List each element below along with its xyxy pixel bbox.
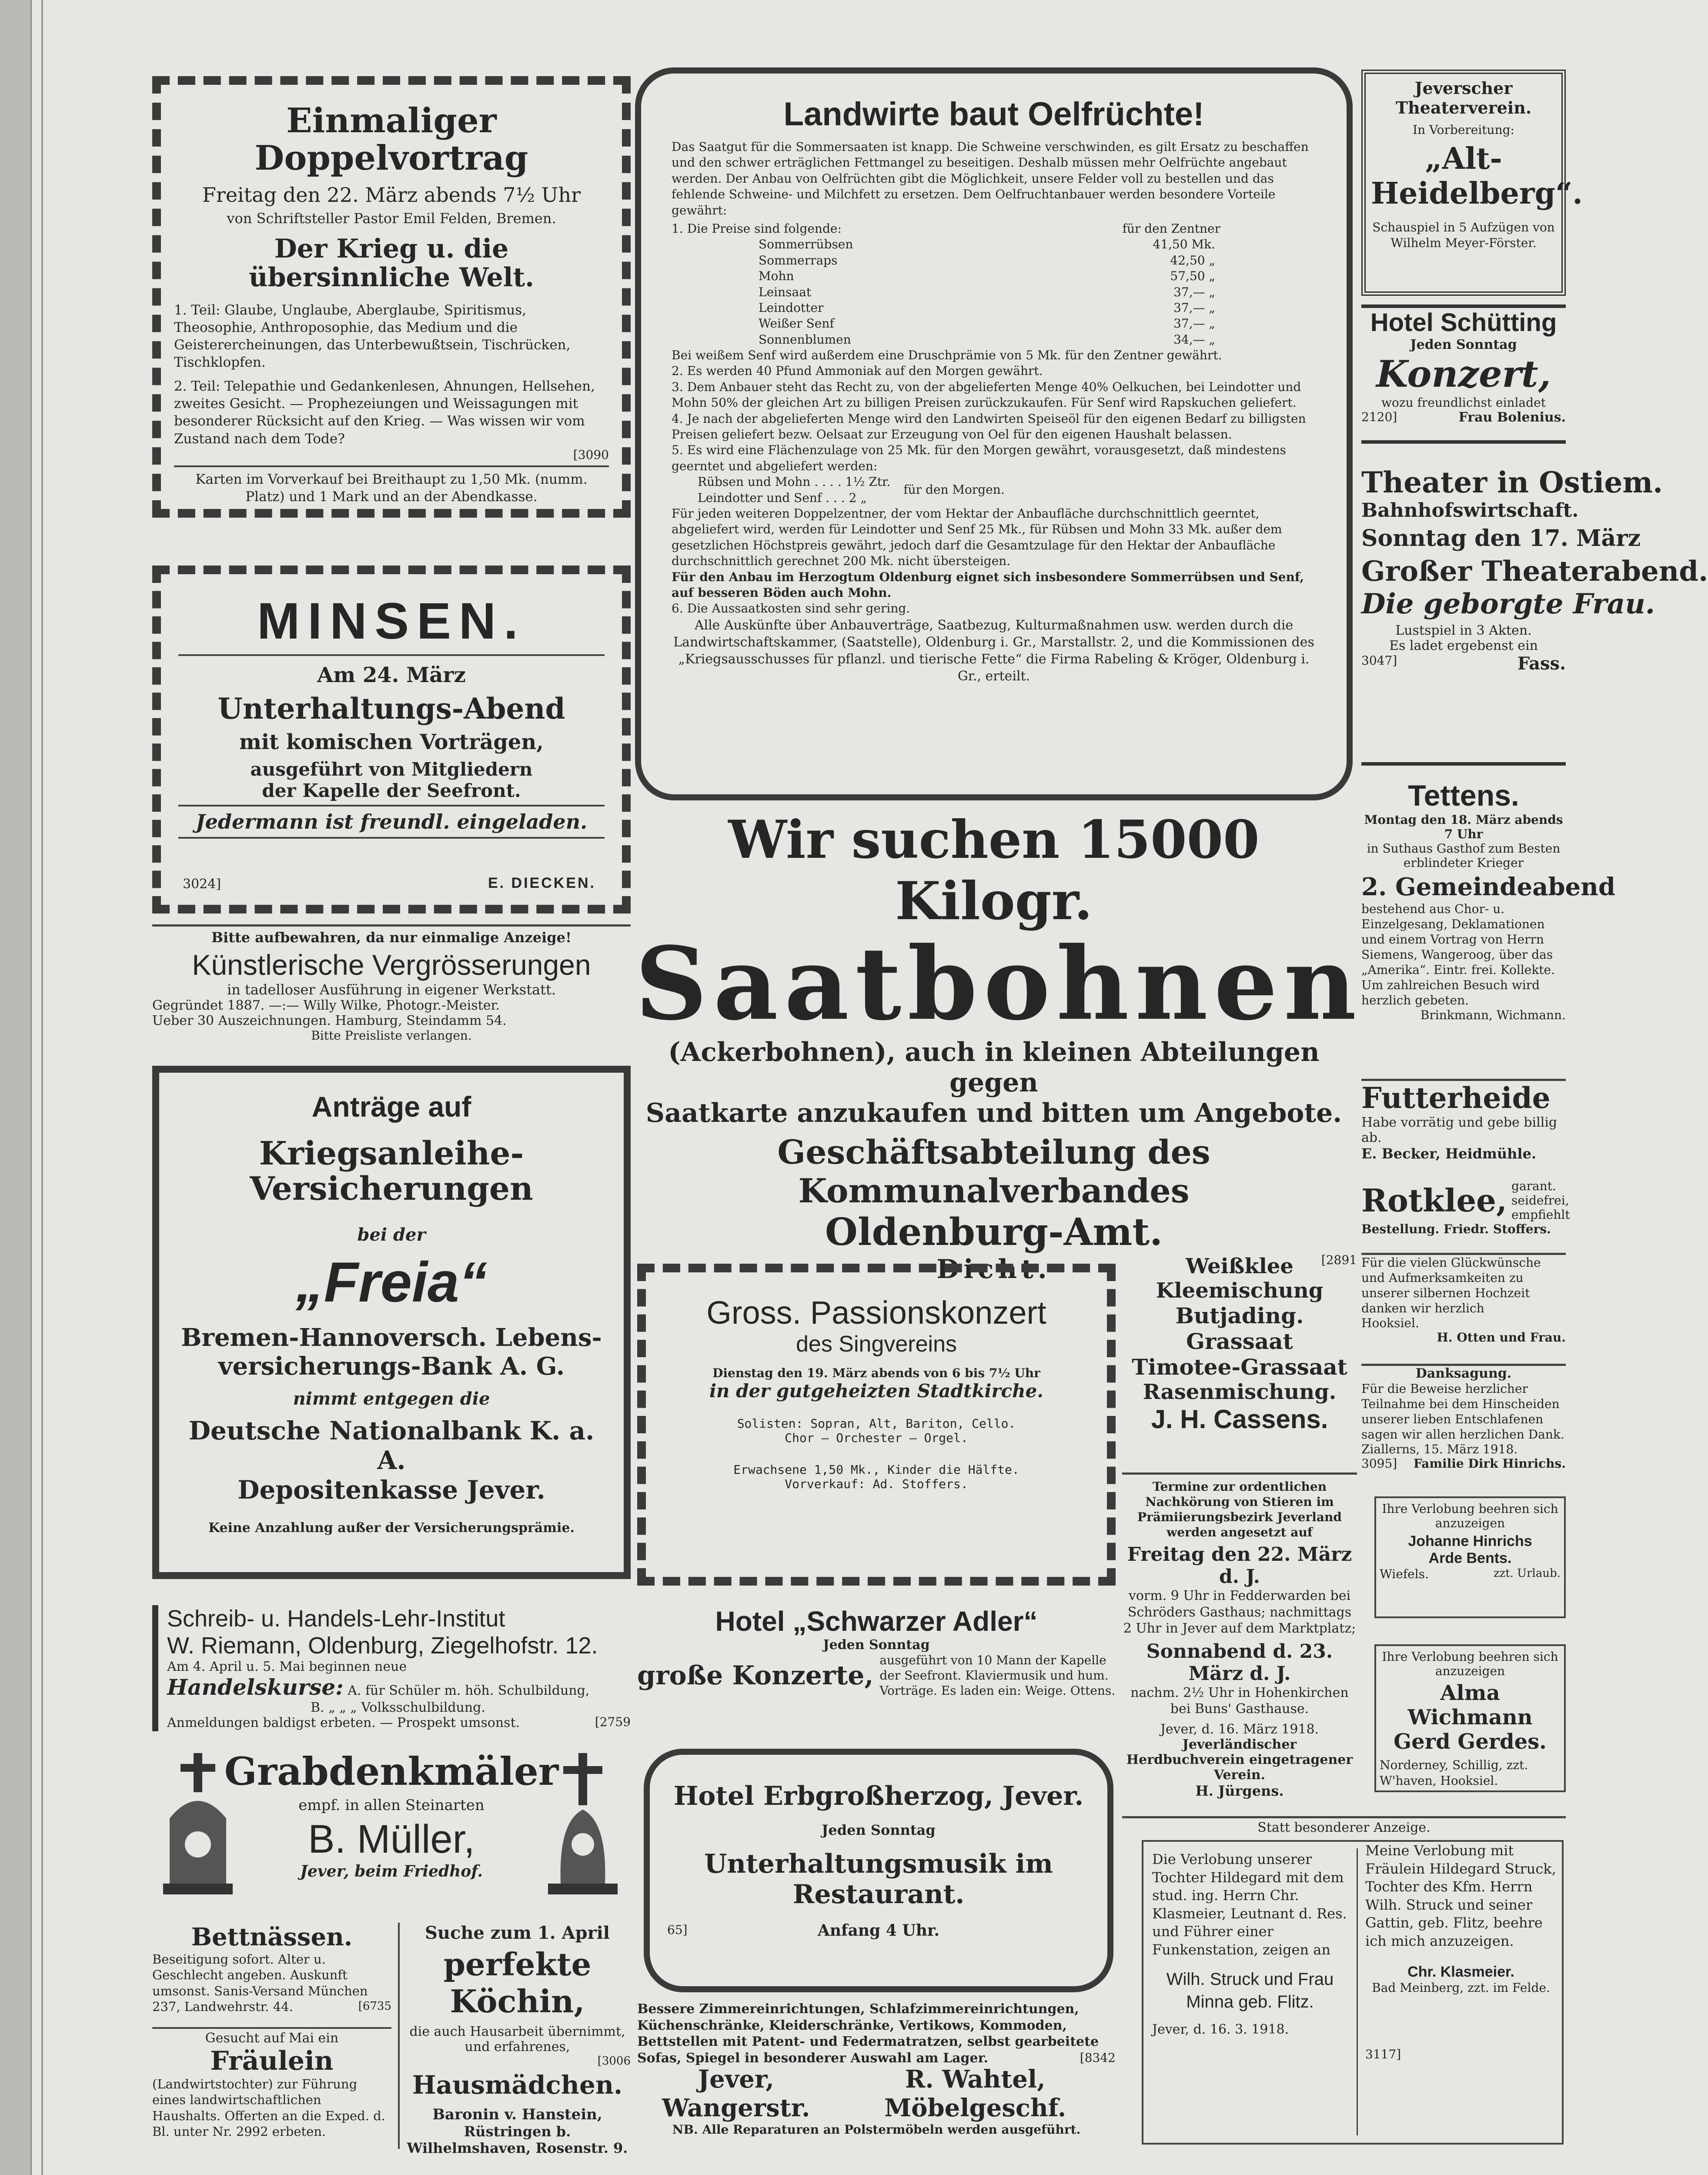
tettens-title: Tettens. — [1408, 779, 1519, 812]
moebel-city: Jever, Wangerstr. — [662, 2065, 810, 2122]
oel-price-value: 37,— „ — [1173, 284, 1215, 299]
freia-head: Anträge auf — [311, 1091, 471, 1123]
schuett-sign: Frau Bolenius. — [1458, 410, 1566, 425]
ostiem-line3: Es ladet ergebenst ein — [1389, 638, 1538, 653]
dank2-code: 3095] — [1361, 1456, 1397, 1471]
ad-riemann — [152, 1605, 631, 1731]
doppel-theme: Der Krieg u. die übersinnliche Welt. — [248, 233, 535, 293]
oel-price-row — [759, 253, 1215, 268]
doppel-speaker: von Schriftsteller Pastor Emil Felden, Bremen. — [227, 210, 556, 227]
theater-line1: In Vorbereitung: — [1413, 123, 1514, 137]
oel-p5d: Für jeden weiteren Doppelzentner, der vom Hektar der Anbaufläche durchschnittlich geerntet, abgeliefert wird, werden für Leindotter und Senf 25 Mk., für Rübsen und Mohn 33 Mk. außer dem gesetzlichen Höchstpreis gewährt, jedoch darf die Gesamtzulage für den Hektar der Anbaufläche durchschnittlich gerechnet 200 Mk. nicht übersteigen. — [672, 506, 1282, 569]
ostiem-line1: Bahnhofswirtschaft. — [1361, 499, 1579, 522]
ostiem-date: Sonntag den 17. März — [1361, 525, 1641, 552]
oel-intro: Das Saatgut für die Sommersaaten ist knapp. Die Schweine verschwinden, es gilt Ersatz zu beschaffen und den schwer erträglichen Fettmangel zu beseitigen. Deshalb müssen mehr Oelfrüchte angebaut werden. Der Anbau von Oelfrüchten gibt die Möglichkeit, unsere Felder voll zu bestellen und das fehlende Schweine- und Milchfett zu ersetzen. Dem Oelfruchtanbauer werden besondere Vorteile gewährt: — [672, 140, 1309, 218]
riemann-a: A. für Schüler m. höh. Schulbildung, — [348, 1683, 590, 1698]
verl1-head: Statt besonderer Anzeige. — [1257, 1820, 1431, 1835]
dank2-place: Ziallerns, 15. März 1918. — [1361, 1442, 1518, 1456]
stier-d2: Sonnabend d. 23. März d. J. — [1146, 1640, 1333, 1685]
minsen-by1: ausgeführt von Mitgliedern — [250, 759, 533, 780]
theater-title: Jeverscher Theaterverein. — [1395, 78, 1532, 117]
saat-line2: (Ackerbohnen), auch in kleinen Abteilungen gegen — [668, 1037, 1320, 1098]
oel-price-row — [759, 316, 1215, 331]
passion-title: Gross. Passionskonzert — [706, 1295, 1046, 1331]
schuett-line1: Jeden Sonntag — [1410, 337, 1517, 352]
tettens-line1: Montag den 18. März abends 7 Uhr — [1364, 813, 1563, 841]
koechin-line2: die auch Hausarbeit übernimmt, und erfahrenes, — [409, 2024, 625, 2055]
moebel-code: [8342 — [1080, 2051, 1116, 2065]
ad-theater-ostiem — [1361, 465, 1708, 766]
oel-price-row — [759, 237, 1215, 252]
doppel-part1: 1. Teil: Glaube, Unglaube, Aberglaube, Spiritismus, Theosophie, Anthroposophie, das Medium und die Geisterercheinungen, das Unterbewußtsein, Tischrücken, Tischklopfen. — [174, 302, 571, 371]
dank1-text: Für die vielen Glückwünsche und Aufmerksamkeiten zu unserer silbernen Hochzeit danken wir herzlich — [1361, 1255, 1541, 1315]
freia-dep: Depositenkasse Jever. — [237, 1475, 545, 1505]
koechin-title: perfekte Köchin, — [443, 1946, 592, 2020]
oel-price-name: Mohn — [759, 269, 794, 284]
oel-price-block — [672, 221, 1316, 348]
moebel-row — [637, 2065, 1116, 2122]
ad-koechin — [398, 1923, 631, 2156]
oel-price-value: 57,50 „ — [1170, 269, 1215, 284]
ostiem-play: Die geborgte Frau. — [1361, 588, 1655, 620]
passion-sub: des Singvereins — [796, 1332, 957, 1357]
verl3-place: Norderney, Schillig, zzt. W'haven, Hooksiel. — [1380, 1758, 1528, 1788]
minsen-rule-2 — [178, 805, 605, 806]
adler-kz: große Konzerte, — [637, 1660, 874, 1691]
page-binding-edge — [0, 0, 32, 2175]
saat-line4: Geschäftsabteilung des Kommunalverbandes — [777, 1132, 1210, 1210]
oel-p3: 3. Dem Anbauer steht das Recht zu, von der abgelieferten Menge 40% Oelkuchen, bei Leindotter und Mohn 50% der gleichen Art zu billigen Preisen zurückzukaufen. Für Senf wird Rapskuchen geliefert. — [672, 379, 1301, 410]
freia-note: Keine Anzahlung außer der Versicherungsprämie. — [208, 1520, 575, 1536]
ad-vergroesserungen — [152, 924, 631, 1055]
ostiem-sign: Fass. — [1517, 653, 1566, 674]
moebel-nb: NB. Alle Reparaturen an Polstermöbeln werden ausgeführt. — [672, 2122, 1081, 2137]
freia-dn: Deutsche Nationalbank K. a. A. — [188, 1415, 595, 1475]
rotklee-row — [1361, 1179, 1570, 1222]
tettens-big: 2. Gemeindeabend — [1361, 873, 1616, 901]
oel-price-name: Leindotter — [759, 300, 824, 315]
cassens-l3: Butjading. Grassaat — [1175, 1303, 1304, 1354]
oel-body — [672, 348, 1316, 685]
oel-p5-table — [698, 474, 1316, 506]
passion-vv: Vorverkauf: Ad. Stoffers. — [785, 1477, 968, 1491]
schuett-big: Konzert, — [1376, 352, 1551, 395]
ad-futterheide — [1361, 1079, 1566, 1179]
erb-title: Hotel Erbgroßherzog, Jever. — [673, 1781, 1084, 1811]
passion-date: Dienstag den 19. März abends von 6 bis 7½ Uhr — [712, 1366, 1040, 1380]
ad-verlobung-hinrichs — [1374, 1496, 1566, 1618]
minsen-invite: Jedermann ist freundl. eingeladen. — [195, 810, 588, 833]
dank2-text: Für die Beweise herzlicher Teilnahme bei dem Hinscheiden unserer lieben Entschlafenen sagen wir allen herzlichen Dank. — [1361, 1382, 1564, 1442]
grab-addr: Jever, beim Friedhof. — [300, 1862, 483, 1881]
ad-cassens — [1122, 1253, 1357, 1475]
koechin-name: Baronin v. Hanstein, — [432, 2106, 602, 2123]
ad-fraeulein — [152, 2027, 391, 2149]
passion-where: in der gutgeheizten Stadtkirche. — [709, 1380, 1044, 1402]
oel-price-name: Weißer Senf — [759, 316, 834, 331]
ad-moebel — [637, 2001, 1116, 2145]
oel-price-list — [759, 237, 1215, 348]
minsen-rule-1 — [178, 654, 605, 656]
doppel-tickets: Karten im Vorverkauf bei Breithaupt zu 1,50 Mk. (numm. Platz) und 1 Mark und an der Abendkasse. — [195, 471, 588, 505]
ad-grabdenkmaeler — [152, 1740, 631, 1910]
oel-title: Landwirte baut Oelfrüchte! — [783, 96, 1204, 133]
erb-code: 65] — [667, 1923, 688, 1937]
ostiem-row — [1361, 653, 1566, 674]
ad-schwarzer-adler — [637, 1605, 1116, 1736]
oel-price-row — [759, 284, 1215, 300]
verl1-rname: Chr. Klasmeier. — [1407, 1963, 1514, 1980]
schuett-line2: wozu freundlichst einladet — [1381, 395, 1546, 410]
oel-p5b: Leindotter und Senf . . . 2 „ — [698, 490, 867, 505]
verl1-right-text: Meine Verlobung mit Fräulein Hildegard Struck, Tochter des Kfm. Herrn Wilh. Struck und seiner Gattin, geb. Flitz, beehre ich mich anzuzeigen. — [1365, 1842, 1556, 1949]
minsen-event: Unterhaltungs-Abend — [217, 692, 565, 726]
verl3-n1: Alma Wichmann — [1407, 1681, 1533, 1730]
rotklee-sign: Bestellung. Friedr. Stoffers. — [1361, 1222, 1551, 1236]
verl1-left-text: Die Verlobung unserer Tochter Hildegard mit dem stud. ing. Herrn Chr. Klasmeier, Leutnant d. Res. und Führer einer Funkenstation, zeigen an — [1152, 1851, 1347, 1958]
stier-text: Termine zur ordentlichen Nachkörung von Stieren im Prämiierungsbezirk Jeverland werden angesetzt auf — [1137, 1479, 1342, 1539]
fraeulein-text: (Landwirtstochter) zur Führung eines landwirtschaftlichen Haushalts. Offerten an die Exped. d. Bl. unter Nr. 2992 erbeten. — [152, 2077, 385, 2139]
saat-line3: Saatkarte anzukaufen und bitten um Angebote. — [645, 1098, 1342, 1128]
ostiem-code: 3047] — [1361, 653, 1397, 668]
schuett-title: Hotel Schütting — [1370, 308, 1557, 337]
verl1-names: Wilh. Struck und Frau Minna geb. Flitz. — [1166, 1969, 1334, 2011]
ad-stierkoerung — [1122, 1479, 1357, 1810]
freia-title: Kriegsanleihe-Versicherungen — [250, 1135, 533, 1208]
oel-p1: 1. Die Preise sind folgende: — [672, 221, 842, 236]
adler-row — [637, 1653, 1116, 1698]
oel-info: Alle Auskünfte über Anbauverträge, Saatbezug, Kulturmaßnahmen usw. werden durch die Landwirtschaftskammer, (Saatstelle), Oldenburg i. Gr., Marstallstr. 2, und die Kommissionen des „Kriegsausschusses für pflanzl. und tierische Fette“ die Firma Rabeling & Kröger, Oldenburg i. Gr., erteilt. — [673, 617, 1314, 684]
stier-verein: Jeverländischer Herdbuchverein eingetragener Verein. — [1126, 1737, 1353, 1783]
ad-freia — [152, 1066, 631, 1579]
riemann-kurse-row — [167, 1674, 631, 1700]
erb-line1: Jeden Sonntag — [822, 1822, 936, 1838]
oel-p5e: Für den Anbau im Herzogtum Oldenburg eignet sich insbesondere Sommerrübsen und Senf, auf besseren Böden auch Mohn. — [672, 569, 1304, 600]
verl1-divider — [1357, 1848, 1358, 2135]
ad-doppelvortrag — [152, 76, 631, 518]
ad-bettnaessen — [152, 1923, 391, 2023]
saat-line5: Oldenburg-Amt. — [825, 1210, 1163, 1254]
vergr-line2: Gegründet 1887. —:— Willy Wilke, Photogr.-Meister. — [152, 998, 500, 1013]
saat-line6: Dicht. — [936, 1254, 1051, 1285]
bett-text: Beseitigung sofort. Alter u. Geschlecht angeben. Auskunft umsonst. Sanis-Versand München 237, Landwehrstr. 44. — [152, 1952, 368, 2014]
cassens-name: J. H. Cassens. — [1151, 1405, 1328, 1434]
verl1-right — [1365, 1842, 1557, 2061]
oel-p4: 4. Je nach der abgelieferten Menge wird den Landwirten Speiseöl für den eigenen Bedarf zu billigsten Preisen geliefert bezw. Oelsaat zur Erzeugung von Oel für den eigenen Haushalt belassen. — [672, 411, 1306, 442]
verl1-place: Jever, d. 16. 3. 1918. — [1152, 2021, 1289, 2037]
oel-p5: 5. Es wird eine Flächenzulage von 25 Mk. für den Morgen gewährt, vorausgesetzt, daß mindestens geerntet und abgeliefert werden: — [672, 443, 1286, 473]
freia-bank2: versicherungs-Bank A. G. — [218, 1352, 565, 1381]
ad-verlobung-struck — [1122, 1816, 1566, 2147]
tombstone-left-icon — [161, 1753, 235, 1897]
oel-price-name: Sonnenblumen — [759, 332, 851, 347]
vergr-line3: Ueber 30 Auszeichnungen. Hamburg, Steindamm 54. — [152, 1013, 507, 1028]
doppel-title: Einmaliger Doppelvortrag — [254, 101, 528, 178]
fraeulein-line1: Gesucht auf Mai ein — [205, 2031, 339, 2046]
oel-price-value: 37,— „ — [1173, 316, 1215, 331]
oel-price-name: Leinsaat — [759, 284, 812, 299]
page-binding-line — [41, 0, 43, 2175]
freia-bank1: Bremen-Hannoversch. Lebens- — [181, 1323, 602, 1352]
ad-minsen — [152, 566, 631, 914]
dank2-title: Danksagung. — [1415, 1366, 1512, 1381]
riemann-anm: Anmeldungen baldigst erbeten. — Prospekt umsonst. — [167, 1715, 520, 1730]
passion-price: Erwachsene 1,50 Mk., Kinder die Hälfte. — [733, 1462, 1019, 1477]
grab-line1: empf. in allen Steinarten — [298, 1797, 485, 1814]
ad-danksagung — [1361, 1364, 1566, 1477]
vergr-title: Künstlerische Vergrösserungen — [192, 949, 591, 981]
verl1-code: 3117] — [1365, 2047, 1401, 2061]
rotklee-title: Rotklee, — [1361, 1182, 1507, 1219]
ad-rotklee — [1361, 1179, 1570, 1253]
ostiem-big: Großer Theaterabend. — [1361, 555, 1708, 588]
dank1-sign: H. Otten und Frau. — [1437, 1330, 1566, 1345]
erb-line3: Anfang 4 Uhr. — [817, 1921, 940, 1940]
minsen-title: MINSEN. — [257, 592, 526, 650]
adler-line1: Jeden Sonntag — [823, 1637, 930, 1653]
minsen-sub: mit komischen Vorträgen, — [239, 730, 544, 754]
ad-oelfruechte — [635, 67, 1353, 800]
saat-big: Saatbohnen — [635, 925, 1363, 1043]
verl2-row — [1380, 1567, 1561, 1581]
dank1-place: Hooksiel. — [1361, 1316, 1419, 1330]
riemann-kurs: Handelskurse: — [167, 1674, 344, 1700]
doppel-code: [3090 — [573, 447, 609, 462]
schuett-code: 2120] — [1361, 410, 1397, 424]
koechin-code: [3006 — [597, 2055, 631, 2068]
stier-d1: Freitag den 22. März d. J. — [1127, 1543, 1352, 1588]
oel-price-row — [759, 332, 1215, 348]
koechin-addr: Rüstringen b. Wilhelmshaven, Rosenstr. 9. — [407, 2123, 628, 2156]
saat-line1: Wir suchen 15000 Kilogr. — [728, 809, 1260, 932]
vergr-line4: Bitte Preisliste verlangen. — [311, 1028, 472, 1043]
passion-sol: Solisten: Sopran, Alt, Bariton, Cello. — [737, 1416, 1016, 1431]
tombstone-right-icon — [544, 1753, 622, 1897]
stier-place: Jever, d. 16. März 1918. — [1160, 1721, 1319, 1737]
verl3-n2: Gerd Gerdes. — [1394, 1730, 1547, 1754]
stier-t1: vorm. 9 Uhr in Fedderwarden bei Schröders Gasthaus; nachmittags 2 Uhr in Jever auf dem Marktplatz; — [1123, 1588, 1356, 1636]
ostiem-title: Theater in Ostiem. — [1361, 465, 1663, 499]
fraeulein-title: Fräulein — [210, 2046, 334, 2076]
futter-title: Futterheide — [1361, 1081, 1551, 1115]
adler-title: Hotel „Schwarzer Adler“ — [715, 1606, 1038, 1637]
tettens-line2: in Suthaus Gasthof zum Besten erblindeter Krieger — [1367, 841, 1561, 870]
koechin-title2: Hausmädchen. — [412, 2070, 623, 2100]
ad-hotel-schuetting — [1361, 304, 1566, 444]
oel-p5-left — [698, 474, 890, 506]
oel-price-value: 42,50 „ — [1170, 253, 1215, 268]
oel-price-value: 41,50 Mk. — [1153, 237, 1215, 252]
theater-play: „Alt-Heidelberg“. — [1371, 141, 1583, 211]
ad-theaterverein — [1361, 70, 1583, 296]
tettens-sign: Brinkmann, Wichmann. — [1420, 1008, 1566, 1022]
freia-name: „Freia“ — [295, 1250, 488, 1314]
doppel-date: Freitag den 22. März abends 7½ Uhr — [202, 183, 581, 207]
freia-bei: bei der — [357, 1224, 426, 1245]
futter-text: Habe vorrätig und gebe billig ab. — [1361, 1115, 1558, 1145]
oel-p6: 6. Die Aussaatkosten sind sehr gering. — [672, 601, 910, 616]
oel-perz: für den Zentner — [1122, 221, 1220, 236]
bett-code: [6735 — [358, 2000, 391, 2013]
riemann-line1: Schreib- u. Handels-Lehr-Institut — [167, 1606, 505, 1632]
schuett-row — [1361, 410, 1566, 425]
oel-price-name: Sommerrübsen — [759, 237, 853, 252]
freia-nimmt: nimmt entgegen die — [293, 1388, 490, 1409]
doppel-rule — [174, 465, 609, 467]
oel-p2: 2. Es werden 40 Pfund Ammoniak auf den Morgen gewährt. — [672, 364, 1043, 378]
verl2-text: Ihre Verlobung beehren sich anzuzeigen — [1382, 1502, 1558, 1530]
verl2-n2: Arde Bents. — [1428, 1550, 1512, 1566]
bett-title: Bettnässen. — [191, 1923, 353, 1951]
moebel-text: Bessere Zimmereinrichtungen, Schlafzimmereinrichtungen, Küchenschränke, Kleiderschränke, Vertikows, Kommoden, Bettstellen mit Patent- und Federmatratzen, selbst gearbeitete Sofas, Spiegel in besonderer Auswahl am Lager. — [637, 2001, 1099, 2066]
stier-t2: nachm. 2½ Uhr in Hohenkirchen bei Buns' Gasthause. — [1130, 1685, 1349, 1717]
grab-name: B. Müller, — [308, 1817, 475, 1861]
minsen-code: 3024] — [183, 877, 221, 892]
tettens-text: bestehend aus Chor- u. Einzelgesang, Deklamationen und einem Vortrag von Herrn Siemens, Wangeroog, über das „Amerika“. Eintr. frei. Kollekte. Um zahlreichen Besuch wird herzlich gebeten. — [1361, 902, 1555, 1007]
rotklee-text: garant. seidefrei, empfiehlt — [1511, 1179, 1570, 1222]
ostiem-line2: Lustspiel in 3 Akten. — [1395, 623, 1532, 638]
riemann-b: B. „ „ „ Volksschulbildung. — [311, 1700, 485, 1715]
cassens-l1: Weißklee — [1186, 1254, 1294, 1278]
ad-tettens — [1361, 779, 1616, 1092]
doppel-part2: 2. Teil: Telepathie und Gedankenlesen, Ahnungen, Hellsehen, zweites Gesicht. — Prophezeiungen und Weissagungen mit besonderer Rücksicht auf den Krieg. — Was wissen wir vom Zustand nach dem Tode? — [174, 378, 595, 447]
stier-sign: H. Jürgens. — [1195, 1782, 1284, 1799]
grab-title: Grabdenkmäler — [224, 1749, 559, 1794]
cassens-code: [2891 — [1321, 1253, 1357, 1267]
vergr-line1: in tadelloser Ausführung in eigener Werkstatt. — [227, 981, 556, 998]
vergr-note: Bitte aufbewahren, da nur einmalige Anzeige! — [211, 929, 572, 946]
verl2-urlaub: zzt. Urlaub. — [1493, 1567, 1561, 1580]
oel-price-row — [759, 300, 1215, 316]
riemann-line2: W. Riemann, Oldenburg, Ziegelhofstr. 12. — [167, 1633, 598, 1659]
theater-line2: Schauspiel in 5 Aufzügen von Wilhelm Meyer-Förster. — [1372, 220, 1555, 251]
oel-price-value: 37,— „ — [1173, 300, 1215, 315]
moebel-name: R. Wahtel, Möbelgeschf. — [884, 2065, 1066, 2122]
verl1-left — [1152, 1850, 1348, 2037]
ad-verlobung-wichmann — [1374, 1644, 1566, 1792]
dank2-row — [1361, 1456, 1566, 1471]
ad-passionskonzert — [637, 1264, 1116, 1586]
oel-price-row — [759, 268, 1215, 284]
cassens-l2: Kleemischung — [1156, 1278, 1324, 1303]
oel-p5c: für den Morgen. — [903, 482, 1005, 497]
verl1-rplace: Bad Meinberg, zzt. im Felde. — [1372, 1980, 1550, 1995]
minsen-rule-3 — [178, 837, 605, 839]
futter-name: E. Becker, Heidmühle. — [1361, 1145, 1537, 1162]
cassens-l4: Timotee-Grassaat — [1132, 1354, 1347, 1380]
oel-price-value: 34,— „ — [1173, 332, 1215, 347]
oel-p5a: Rübsen und Mohn . . . . 1½ Ztr. — [698, 475, 891, 489]
oel-senf: Bei weißem Senf wird außerdem eine Druschprämie von 5 Mk. für den Zentner gewährt. — [672, 348, 1222, 363]
cassens-l5: Rasenmischung. — [1143, 1380, 1337, 1404]
verl2-n1: Johanne Hinrichs — [1408, 1533, 1532, 1549]
dank2-sign: Familie Dirk Hinrichs. — [1413, 1456, 1566, 1471]
erb-line2: Unterhaltungsmusik im Restaurant. — [704, 1849, 1053, 1910]
riemann-code: [2759 — [595, 1715, 631, 1729]
adler-text: ausgeführt von 10 Mann der Kapelle der Seefront. Klaviermusik und hum. Vorträge. Es laden ein: Weige. Ottens. — [879, 1653, 1116, 1698]
minsen-sign: E. DIECKEN. — [488, 875, 596, 891]
minsen-by2: der Kapelle der Seefront. — [262, 780, 521, 801]
koechin-line1: Suche zum 1. April — [425, 1923, 610, 1943]
riemann-line3: Am 4. April u. 5. Mai beginnen neue — [167, 1659, 407, 1674]
ad-dank-otten — [1361, 1253, 1566, 1362]
verl1-box — [1142, 1840, 1564, 2145]
verl2-place: Wiefels. — [1380, 1567, 1429, 1581]
oel-price-name: Sommerraps — [759, 253, 838, 268]
minsen-date: Am 24. März — [317, 663, 466, 687]
passion-chor: Chor — Orchester — Orgel. — [785, 1431, 968, 1445]
ad-erbgrossherzog — [644, 1749, 1113, 1992]
verl3-text: Ihre Verlobung beehren sich anzuzeigen — [1382, 1650, 1558, 1678]
